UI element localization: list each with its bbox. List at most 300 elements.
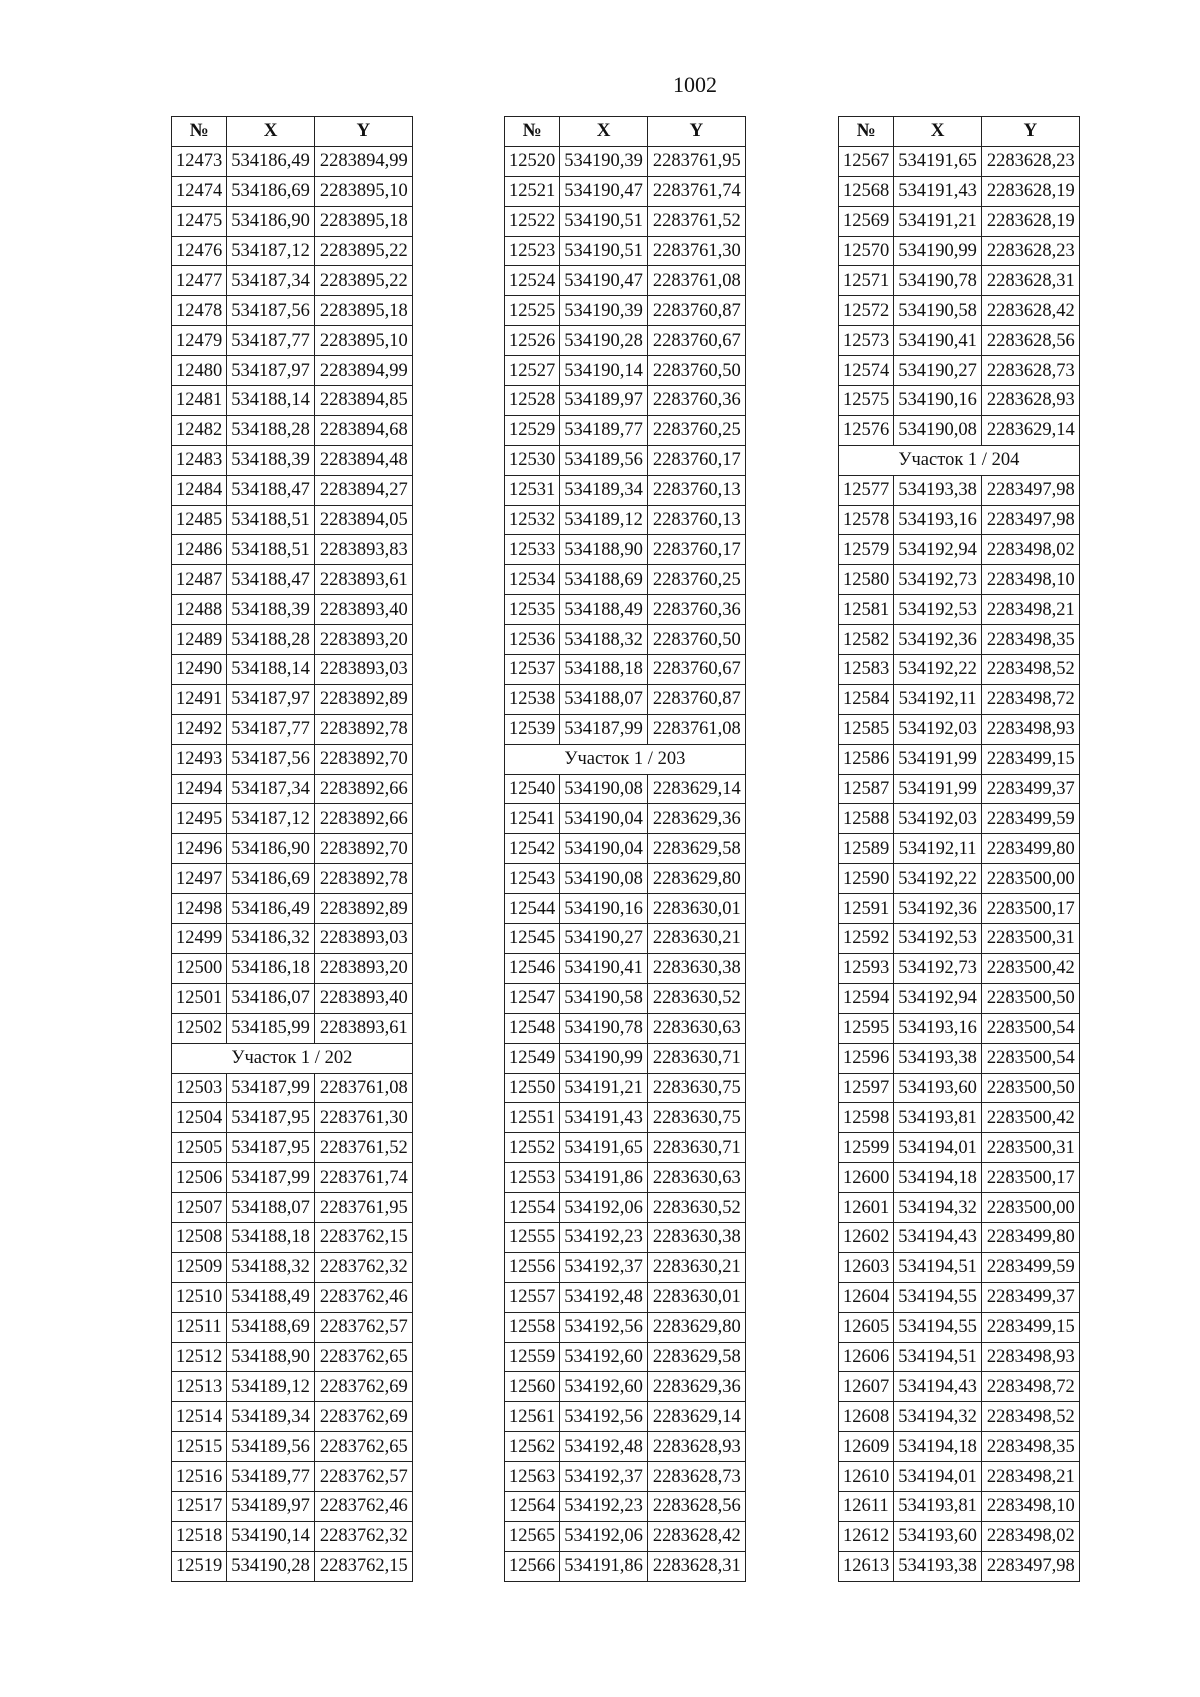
table-row bbox=[839, 1043, 1080, 1073]
x-coordinate-cell: 534187,12 bbox=[227, 236, 315, 266]
y-coordinate-cell: 2283760,67 bbox=[647, 655, 745, 685]
header-x: X bbox=[560, 117, 648, 147]
point-number-cell: 12612 bbox=[839, 1521, 894, 1551]
table-row bbox=[839, 714, 1080, 744]
point-number-cell: 12497 bbox=[172, 864, 227, 894]
point-number-cell: 12524 bbox=[505, 266, 560, 296]
y-coordinate-cell: 2283892,89 bbox=[314, 894, 412, 924]
section-title: Участок 1 / 204 bbox=[839, 445, 1080, 475]
point-number-cell: 12480 bbox=[172, 356, 227, 386]
y-coordinate-cell: 2283629,36 bbox=[647, 1372, 745, 1402]
x-coordinate-cell: 534188,39 bbox=[227, 595, 315, 625]
x-coordinate-cell: 534190,08 bbox=[560, 774, 648, 804]
point-number-cell: 12492 bbox=[172, 714, 227, 744]
point-number-cell: 12532 bbox=[505, 505, 560, 535]
y-coordinate-cell: 2283761,95 bbox=[647, 146, 745, 176]
table-row bbox=[172, 1222, 413, 1252]
table-row bbox=[505, 1282, 746, 1312]
point-number-cell: 12525 bbox=[505, 296, 560, 326]
y-coordinate-cell: 2283630,38 bbox=[647, 1222, 745, 1252]
point-number-cell: 12544 bbox=[505, 894, 560, 924]
point-number-cell: 12589 bbox=[839, 834, 894, 864]
y-coordinate-cell: 2283895,22 bbox=[314, 236, 412, 266]
point-number-cell: 12555 bbox=[505, 1222, 560, 1252]
point-number-cell: 12577 bbox=[839, 475, 894, 505]
table-row bbox=[839, 1282, 1080, 1312]
x-coordinate-cell: 534193,16 bbox=[894, 1013, 982, 1043]
point-number-cell: 12591 bbox=[839, 894, 894, 924]
table-row bbox=[172, 565, 413, 595]
x-coordinate-cell: 534187,34 bbox=[227, 266, 315, 296]
y-coordinate-cell: 2283892,78 bbox=[314, 714, 412, 744]
y-coordinate-cell: 2283498,93 bbox=[981, 1342, 1079, 1372]
table-row bbox=[172, 1282, 413, 1312]
x-coordinate-cell: 534188,18 bbox=[227, 1222, 315, 1252]
table-row bbox=[172, 266, 413, 296]
y-coordinate-cell: 2283894,27 bbox=[314, 475, 412, 505]
table-row bbox=[505, 1103, 746, 1133]
point-number-cell: 12545 bbox=[505, 924, 560, 954]
table-row bbox=[839, 415, 1080, 445]
y-coordinate-cell: 2283762,69 bbox=[314, 1402, 412, 1432]
table-row bbox=[172, 983, 413, 1013]
y-coordinate-cell: 2283629,36 bbox=[647, 804, 745, 834]
point-number-cell: 12534 bbox=[505, 565, 560, 595]
y-coordinate-cell: 2283499,80 bbox=[981, 834, 1079, 864]
table-row bbox=[172, 236, 413, 266]
y-coordinate-cell: 2283760,36 bbox=[647, 595, 745, 625]
x-coordinate-cell: 534193,38 bbox=[894, 1551, 982, 1581]
table-row bbox=[172, 1491, 413, 1521]
point-number-cell: 12516 bbox=[172, 1462, 227, 1492]
y-coordinate-cell: 2283761,08 bbox=[314, 1073, 412, 1103]
y-coordinate-cell: 2283760,25 bbox=[647, 565, 745, 595]
x-coordinate-cell: 534191,99 bbox=[894, 774, 982, 804]
point-number-cell: 12512 bbox=[172, 1342, 227, 1372]
y-coordinate-cell: 2283630,21 bbox=[647, 1252, 745, 1282]
x-coordinate-cell: 534188,47 bbox=[227, 565, 315, 595]
y-coordinate-cell: 2283630,52 bbox=[647, 983, 745, 1013]
point-number-cell: 12596 bbox=[839, 1043, 894, 1073]
point-number-cell: 12593 bbox=[839, 953, 894, 983]
point-number-cell: 12527 bbox=[505, 356, 560, 386]
x-coordinate-cell: 534190,78 bbox=[894, 266, 982, 296]
y-coordinate-cell: 2283497,98 bbox=[981, 475, 1079, 505]
point-number-cell: 12595 bbox=[839, 1013, 894, 1043]
x-coordinate-cell: 534188,51 bbox=[227, 505, 315, 535]
y-coordinate-cell: 2283630,01 bbox=[647, 894, 745, 924]
y-coordinate-cell: 2283499,15 bbox=[981, 1312, 1079, 1342]
x-coordinate-cell: 534192,73 bbox=[894, 565, 982, 595]
y-coordinate-cell: 2283498,93 bbox=[981, 714, 1079, 744]
x-coordinate-cell: 534191,21 bbox=[894, 206, 982, 236]
x-coordinate-cell: 534187,77 bbox=[227, 714, 315, 744]
y-coordinate-cell: 2283762,57 bbox=[314, 1462, 412, 1492]
x-coordinate-cell: 534186,49 bbox=[227, 146, 315, 176]
table-row bbox=[172, 445, 413, 475]
point-number-cell: 12475 bbox=[172, 206, 227, 236]
y-coordinate-cell: 2283895,10 bbox=[314, 326, 412, 356]
y-coordinate-cell: 2283761,08 bbox=[647, 266, 745, 296]
point-number-cell: 12586 bbox=[839, 744, 894, 774]
point-number-cell: 12490 bbox=[172, 655, 227, 685]
table-row bbox=[839, 1551, 1080, 1581]
x-coordinate-cell: 534193,60 bbox=[894, 1521, 982, 1551]
section-title: Участок 1 / 202 bbox=[172, 1043, 413, 1073]
point-number-cell: 12553 bbox=[505, 1163, 560, 1193]
x-coordinate-cell: 534192,60 bbox=[560, 1342, 648, 1372]
point-number-cell: 12541 bbox=[505, 804, 560, 834]
x-coordinate-cell: 534194,32 bbox=[894, 1402, 982, 1432]
table-row bbox=[505, 146, 746, 176]
x-coordinate-cell: 534190,41 bbox=[894, 326, 982, 356]
table-row bbox=[839, 296, 1080, 326]
point-number-cell: 12504 bbox=[172, 1103, 227, 1133]
point-number-cell: 12557 bbox=[505, 1282, 560, 1312]
y-coordinate-cell: 2283628,56 bbox=[647, 1491, 745, 1521]
y-coordinate-cell: 2283500,42 bbox=[981, 953, 1079, 983]
table-row bbox=[505, 206, 746, 236]
y-coordinate-cell: 2283630,63 bbox=[647, 1163, 745, 1193]
point-number-cell: 12520 bbox=[505, 146, 560, 176]
table-row bbox=[172, 176, 413, 206]
point-number-cell: 12511 bbox=[172, 1312, 227, 1342]
y-coordinate-cell: 2283499,59 bbox=[981, 804, 1079, 834]
x-coordinate-cell: 534186,90 bbox=[227, 206, 315, 236]
header-number: № bbox=[172, 117, 227, 147]
point-number-cell: 12508 bbox=[172, 1222, 227, 1252]
point-number-cell: 12515 bbox=[172, 1432, 227, 1462]
x-coordinate-cell: 534188,49 bbox=[560, 595, 648, 625]
x-coordinate-cell: 534192,53 bbox=[894, 924, 982, 954]
y-coordinate-cell: 2283760,50 bbox=[647, 356, 745, 386]
table-row bbox=[505, 475, 746, 505]
point-number-cell: 12509 bbox=[172, 1252, 227, 1282]
point-number-cell: 12530 bbox=[505, 445, 560, 475]
point-number-cell: 12513 bbox=[172, 1372, 227, 1402]
table-row bbox=[505, 924, 746, 954]
point-number-cell: 12608 bbox=[839, 1402, 894, 1432]
table-row bbox=[839, 983, 1080, 1013]
x-coordinate-cell: 534190,99 bbox=[894, 236, 982, 266]
point-number-cell: 12549 bbox=[505, 1043, 560, 1073]
table-row bbox=[505, 953, 746, 983]
table-row bbox=[839, 625, 1080, 655]
table-row bbox=[172, 296, 413, 326]
x-coordinate-cell: 534190,99 bbox=[560, 1043, 648, 1073]
y-coordinate-cell: 2283630,21 bbox=[647, 924, 745, 954]
table-row bbox=[172, 655, 413, 685]
x-coordinate-cell: 534188,49 bbox=[227, 1282, 315, 1312]
y-coordinate-cell: 2283760,87 bbox=[647, 296, 745, 326]
table-row bbox=[172, 595, 413, 625]
table-row bbox=[839, 535, 1080, 565]
y-coordinate-cell: 2283894,68 bbox=[314, 415, 412, 445]
table-row bbox=[172, 1402, 413, 1432]
point-number-cell: 12576 bbox=[839, 415, 894, 445]
point-number-cell: 12560 bbox=[505, 1372, 560, 1402]
x-coordinate-cell: 534192,37 bbox=[560, 1252, 648, 1282]
x-coordinate-cell: 534188,39 bbox=[227, 445, 315, 475]
table-row bbox=[505, 1491, 746, 1521]
header-y: Y bbox=[647, 117, 745, 147]
x-coordinate-cell: 534188,32 bbox=[560, 625, 648, 655]
y-coordinate-cell: 2283761,52 bbox=[314, 1133, 412, 1163]
table-row bbox=[839, 1491, 1080, 1521]
point-number-cell: 12575 bbox=[839, 386, 894, 416]
point-number-cell: 12563 bbox=[505, 1462, 560, 1492]
y-coordinate-cell: 2283762,57 bbox=[314, 1312, 412, 1342]
point-number-cell: 12566 bbox=[505, 1551, 560, 1581]
x-coordinate-cell: 534189,77 bbox=[227, 1462, 315, 1492]
x-coordinate-cell: 534188,07 bbox=[227, 1193, 315, 1223]
x-coordinate-cell: 534190,14 bbox=[560, 356, 648, 386]
table-row bbox=[505, 535, 746, 565]
point-number-cell: 12510 bbox=[172, 1282, 227, 1312]
table-row bbox=[839, 1252, 1080, 1282]
x-coordinate-cell: 534192,60 bbox=[560, 1372, 648, 1402]
y-coordinate-cell: 2283893,03 bbox=[314, 655, 412, 685]
y-coordinate-cell: 2283761,74 bbox=[314, 1163, 412, 1193]
y-coordinate-cell: 2283498,02 bbox=[981, 535, 1079, 565]
y-coordinate-cell: 2283893,83 bbox=[314, 535, 412, 565]
point-number-cell: 12601 bbox=[839, 1193, 894, 1223]
point-number-cell: 12485 bbox=[172, 505, 227, 535]
x-coordinate-cell: 534192,36 bbox=[894, 894, 982, 924]
point-number-cell: 12526 bbox=[505, 326, 560, 356]
y-coordinate-cell: 2283762,65 bbox=[314, 1432, 412, 1462]
table-row bbox=[839, 1222, 1080, 1252]
header-number: № bbox=[505, 117, 560, 147]
table-row bbox=[839, 1462, 1080, 1492]
table-header-row bbox=[839, 117, 1080, 147]
x-coordinate-cell: 534194,55 bbox=[894, 1312, 982, 1342]
y-coordinate-cell: 2283500,17 bbox=[981, 1163, 1079, 1193]
x-coordinate-cell: 534190,04 bbox=[560, 804, 648, 834]
x-coordinate-cell: 534190,04 bbox=[560, 834, 648, 864]
x-coordinate-cell: 534193,16 bbox=[894, 505, 982, 535]
point-number-cell: 12609 bbox=[839, 1432, 894, 1462]
x-coordinate-cell: 534194,01 bbox=[894, 1462, 982, 1492]
point-number-cell: 12474 bbox=[172, 176, 227, 206]
x-coordinate-cell: 534190,28 bbox=[227, 1551, 315, 1581]
point-number-cell: 12500 bbox=[172, 953, 227, 983]
point-number-cell: 12547 bbox=[505, 983, 560, 1013]
y-coordinate-cell: 2283893,40 bbox=[314, 595, 412, 625]
table-row bbox=[172, 1432, 413, 1462]
point-number-cell: 12540 bbox=[505, 774, 560, 804]
point-number-cell: 12611 bbox=[839, 1491, 894, 1521]
table-row bbox=[172, 356, 413, 386]
table-row bbox=[839, 1372, 1080, 1402]
point-number-cell: 12592 bbox=[839, 924, 894, 954]
point-number-cell: 12505 bbox=[172, 1133, 227, 1163]
x-coordinate-cell: 534194,51 bbox=[894, 1342, 982, 1372]
point-number-cell: 12518 bbox=[172, 1521, 227, 1551]
point-number-cell: 12561 bbox=[505, 1402, 560, 1432]
table-row bbox=[172, 475, 413, 505]
table-row bbox=[839, 864, 1080, 894]
table-row bbox=[505, 326, 746, 356]
table-row bbox=[839, 684, 1080, 714]
point-number-cell: 12554 bbox=[505, 1193, 560, 1223]
point-number-cell: 12473 bbox=[172, 146, 227, 176]
x-coordinate-cell: 534187,12 bbox=[227, 804, 315, 834]
table-row bbox=[505, 894, 746, 924]
x-coordinate-cell: 534193,81 bbox=[894, 1103, 982, 1133]
y-coordinate-cell: 2283761,74 bbox=[647, 176, 745, 206]
table-row bbox=[172, 206, 413, 236]
x-coordinate-cell: 534187,99 bbox=[227, 1163, 315, 1193]
point-number-cell: 12483 bbox=[172, 445, 227, 475]
point-number-cell: 12579 bbox=[839, 535, 894, 565]
y-coordinate-cell: 2283762,69 bbox=[314, 1372, 412, 1402]
x-coordinate-cell: 534194,43 bbox=[894, 1372, 982, 1402]
point-number-cell: 12537 bbox=[505, 655, 560, 685]
table-row bbox=[505, 1312, 746, 1342]
x-coordinate-cell: 534186,69 bbox=[227, 176, 315, 206]
y-coordinate-cell: 2283893,03 bbox=[314, 924, 412, 954]
y-coordinate-cell: 2283500,17 bbox=[981, 894, 1079, 924]
table-row bbox=[172, 1163, 413, 1193]
y-coordinate-cell: 2283760,17 bbox=[647, 445, 745, 475]
x-coordinate-cell: 534192,11 bbox=[894, 684, 982, 714]
table-row bbox=[172, 1252, 413, 1282]
table-header-row bbox=[172, 117, 413, 147]
y-coordinate-cell: 2283629,14 bbox=[647, 774, 745, 804]
table-row bbox=[505, 1133, 746, 1163]
table-row bbox=[839, 655, 1080, 685]
point-number-cell: 12523 bbox=[505, 236, 560, 266]
y-coordinate-cell: 2283498,21 bbox=[981, 1462, 1079, 1492]
y-coordinate-cell: 2283630,71 bbox=[647, 1133, 745, 1163]
point-number-cell: 12506 bbox=[172, 1163, 227, 1193]
table-row bbox=[839, 834, 1080, 864]
point-number-cell: 12552 bbox=[505, 1133, 560, 1163]
x-coordinate-cell: 534189,56 bbox=[560, 445, 648, 475]
table-row bbox=[505, 1402, 746, 1432]
x-coordinate-cell: 534186,18 bbox=[227, 953, 315, 983]
table-row bbox=[505, 1551, 746, 1581]
y-coordinate-cell: 2283628,42 bbox=[981, 296, 1079, 326]
x-coordinate-cell: 534190,58 bbox=[560, 983, 648, 1013]
x-coordinate-cell: 534188,14 bbox=[227, 655, 315, 685]
x-coordinate-cell: 534194,32 bbox=[894, 1193, 982, 1223]
x-coordinate-cell: 534192,03 bbox=[894, 804, 982, 834]
x-coordinate-cell: 534187,77 bbox=[227, 326, 315, 356]
y-coordinate-cell: 2283760,87 bbox=[647, 684, 745, 714]
y-coordinate-cell: 2283892,66 bbox=[314, 774, 412, 804]
point-number-cell: 12581 bbox=[839, 595, 894, 625]
point-number-cell: 12602 bbox=[839, 1222, 894, 1252]
y-coordinate-cell: 2283762,46 bbox=[314, 1491, 412, 1521]
x-coordinate-cell: 534194,55 bbox=[894, 1282, 982, 1312]
y-coordinate-cell: 2283762,15 bbox=[314, 1551, 412, 1581]
table-row bbox=[839, 1402, 1080, 1432]
x-coordinate-cell: 534187,99 bbox=[227, 1073, 315, 1103]
point-number-cell: 12531 bbox=[505, 475, 560, 505]
section-title: Участок 1 / 203 bbox=[505, 744, 746, 774]
point-number-cell: 12556 bbox=[505, 1252, 560, 1282]
x-coordinate-cell: 534190,27 bbox=[894, 356, 982, 386]
x-coordinate-cell: 534188,14 bbox=[227, 386, 315, 416]
table-row bbox=[505, 1462, 746, 1492]
x-coordinate-cell: 534186,07 bbox=[227, 983, 315, 1013]
point-number-cell: 12565 bbox=[505, 1521, 560, 1551]
y-coordinate-cell: 2283630,75 bbox=[647, 1073, 745, 1103]
table-row bbox=[505, 1163, 746, 1193]
x-coordinate-cell: 534185,99 bbox=[227, 1013, 315, 1043]
point-number-cell: 12604 bbox=[839, 1282, 894, 1312]
y-coordinate-cell: 2283630,63 bbox=[647, 1013, 745, 1043]
table-row bbox=[839, 146, 1080, 176]
table-row bbox=[505, 236, 746, 266]
y-coordinate-cell: 2283761,52 bbox=[647, 206, 745, 236]
x-coordinate-cell: 534186,32 bbox=[227, 924, 315, 954]
x-coordinate-cell: 534188,32 bbox=[227, 1252, 315, 1282]
point-number-cell: 12488 bbox=[172, 595, 227, 625]
point-number-cell: 12571 bbox=[839, 266, 894, 296]
x-coordinate-cell: 534190,39 bbox=[560, 146, 648, 176]
y-coordinate-cell: 2283760,67 bbox=[647, 326, 745, 356]
y-coordinate-cell: 2283760,13 bbox=[647, 505, 745, 535]
table-row bbox=[839, 386, 1080, 416]
y-coordinate-cell: 2283892,70 bbox=[314, 834, 412, 864]
x-coordinate-cell: 534188,90 bbox=[560, 535, 648, 565]
x-coordinate-cell: 534194,01 bbox=[894, 1133, 982, 1163]
point-number-cell: 12476 bbox=[172, 236, 227, 266]
table-row bbox=[505, 445, 746, 475]
y-coordinate-cell: 2283498,72 bbox=[981, 684, 1079, 714]
y-coordinate-cell: 2283760,25 bbox=[647, 415, 745, 445]
x-coordinate-cell: 534190,28 bbox=[560, 326, 648, 356]
y-coordinate-cell: 2283498,10 bbox=[981, 1491, 1079, 1521]
x-coordinate-cell: 534189,12 bbox=[227, 1372, 315, 1402]
y-coordinate-cell: 2283628,31 bbox=[647, 1551, 745, 1581]
x-coordinate-cell: 534191,99 bbox=[894, 744, 982, 774]
point-number-cell: 12539 bbox=[505, 714, 560, 744]
point-number-cell: 12548 bbox=[505, 1013, 560, 1043]
table-header-row bbox=[505, 117, 746, 147]
point-number-cell: 12481 bbox=[172, 386, 227, 416]
point-number-cell: 12606 bbox=[839, 1342, 894, 1372]
x-coordinate-cell: 534188,51 bbox=[227, 535, 315, 565]
table-row bbox=[172, 386, 413, 416]
x-coordinate-cell: 534190,78 bbox=[560, 1013, 648, 1043]
point-number-cell: 12580 bbox=[839, 565, 894, 595]
y-coordinate-cell: 2283629,14 bbox=[981, 415, 1079, 445]
y-coordinate-cell: 2283499,37 bbox=[981, 774, 1079, 804]
x-coordinate-cell: 534188,28 bbox=[227, 415, 315, 445]
table-row bbox=[172, 714, 413, 744]
table-row bbox=[172, 1312, 413, 1342]
point-number-cell: 12491 bbox=[172, 684, 227, 714]
y-coordinate-cell: 2283760,13 bbox=[647, 475, 745, 505]
point-number-cell: 12494 bbox=[172, 774, 227, 804]
y-coordinate-cell: 2283761,30 bbox=[647, 236, 745, 266]
table-row bbox=[505, 625, 746, 655]
y-coordinate-cell: 2283628,23 bbox=[981, 146, 1079, 176]
x-coordinate-cell: 534191,21 bbox=[560, 1073, 648, 1103]
header-x: X bbox=[894, 117, 982, 147]
x-coordinate-cell: 534190,27 bbox=[560, 924, 648, 954]
table-row bbox=[505, 565, 746, 595]
x-coordinate-cell: 534190,08 bbox=[894, 415, 982, 445]
table-body bbox=[505, 146, 746, 1581]
point-number-cell: 12550 bbox=[505, 1073, 560, 1103]
y-coordinate-cell: 2283762,65 bbox=[314, 1342, 412, 1372]
table-row bbox=[172, 834, 413, 864]
